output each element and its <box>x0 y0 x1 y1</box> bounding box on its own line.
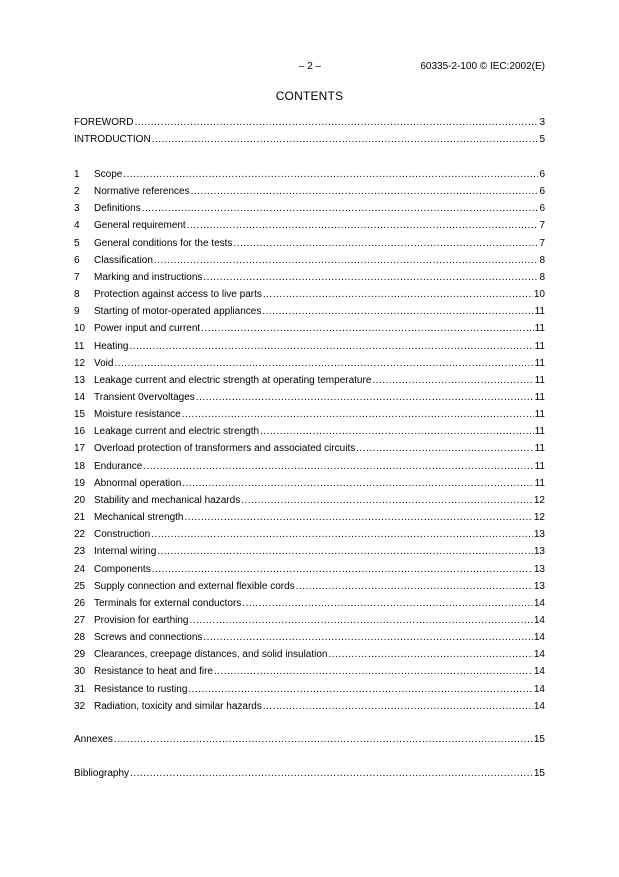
leader-dots <box>114 734 533 745</box>
toc-entry-clause-7[interactable] <box>74 272 545 286</box>
toc-entry-label: Terminals for external conductors <box>94 597 242 609</box>
toc-entry-number: 1 <box>74 169 80 180</box>
toc-entry-label: Leakage current and electric strength <box>94 426 260 438</box>
leader-dots <box>151 529 533 540</box>
contents-title: CONTENTS <box>275 89 344 103</box>
toc-entry-page: 13 <box>533 563 545 575</box>
toc-entry-clause-15[interactable] <box>74 409 545 423</box>
leader-dots <box>203 272 538 283</box>
toc-entry-number: 19 <box>74 477 86 489</box>
toc-entry-label: Normative references <box>94 186 190 198</box>
toc-entry-clause-29[interactable] <box>74 649 545 663</box>
toc-entry-page: 11 <box>534 306 545 318</box>
leader-dots <box>185 512 533 523</box>
page-number-marker: – 2 – <box>298 61 322 72</box>
leader-dots <box>190 615 533 626</box>
toc-entry-number: 9 <box>74 306 80 318</box>
leader-dots <box>242 598 533 609</box>
toc-entry-page: 14 <box>533 597 545 609</box>
toc-entry-label: Scope <box>94 169 123 180</box>
toc-entry-number: 10 <box>74 323 86 335</box>
toc-entry-page: 7 <box>539 220 545 232</box>
toc-entry-label: Internal wiring <box>94 546 157 558</box>
leader-dots <box>296 581 533 592</box>
toc-entry-clause-30[interactable] <box>74 666 545 680</box>
toc-entry-page: 8 <box>539 254 545 266</box>
toc-entry-clause-21[interactable] <box>74 512 545 526</box>
leader-dots <box>114 358 533 369</box>
toc-entry-number: 11 <box>74 340 85 352</box>
toc-entry-clause-14[interactable] <box>74 392 545 406</box>
toc-entry-label: Screws and connections <box>94 632 203 643</box>
toc-entry-page: 14 <box>533 614 545 626</box>
toc-entry-number: 20 <box>74 494 86 506</box>
leader-dots <box>263 289 533 300</box>
toc-entry-label: Stability and mechanical hazards <box>94 494 241 506</box>
toc-entry-clause-8[interactable] <box>74 289 545 303</box>
toc-entry-page: 11 <box>534 323 545 335</box>
toc-entry-page: 13 <box>533 529 545 541</box>
toc-entry-label: Bibliography <box>74 768 130 779</box>
toc-entry-number: 6 <box>74 254 80 266</box>
leader-dots <box>152 564 533 575</box>
toc-entry-clause-31[interactable] <box>74 684 545 698</box>
leader-dots <box>129 341 533 352</box>
leader-dots <box>152 134 539 145</box>
toc-entry-clause-13[interactable] <box>74 375 545 389</box>
leader-dots <box>233 238 538 249</box>
toc-entry-page: 13 <box>533 580 545 592</box>
toc-entry-page: 6 <box>539 169 545 180</box>
toc-entry-page: 11 <box>534 426 545 438</box>
document-reference: 60335-2-100 © IEC:2002(E) <box>420 61 545 72</box>
leader-dots <box>214 666 533 677</box>
toc-entry-number: 18 <box>74 460 86 472</box>
toc-entry-clause-25[interactable] <box>74 581 545 595</box>
toc-entry-page: 7 <box>539 237 545 249</box>
toc-entry-clause-24[interactable] <box>74 564 545 578</box>
toc-entry-foreword[interactable] <box>74 117 545 131</box>
toc-entry-number: 23 <box>74 546 86 558</box>
toc-entry-clause-4[interactable] <box>74 220 545 234</box>
leader-dots <box>328 649 532 660</box>
toc-entry-page: 13 <box>533 546 545 558</box>
toc-entry-label: Transient 0vervoltages <box>94 391 195 403</box>
leader-dots <box>154 255 539 266</box>
toc-entry-clause-23[interactable] <box>74 546 545 560</box>
toc-entry-page: 11 <box>534 391 545 403</box>
leader-dots <box>142 203 539 214</box>
toc-entry-number: 31 <box>74 683 86 695</box>
toc-entry-page: 6 <box>539 203 545 215</box>
toc-entry-label: Void <box>94 357 114 369</box>
toc-entry-number: 32 <box>74 700 86 712</box>
leader-dots <box>188 684 532 695</box>
leader-dots <box>372 375 533 386</box>
toc-entry-page: 14 <box>533 700 545 712</box>
toc-entry-page: 14 <box>533 683 545 695</box>
toc-entry-clause-32[interactable] <box>74 701 545 715</box>
toc-entry-page: 11 <box>534 357 545 369</box>
leader-dots <box>263 701 533 712</box>
leader-dots <box>201 323 533 334</box>
toc-entry-clause-16[interactable] <box>74 426 545 440</box>
toc-entry-page: 14 <box>533 632 545 643</box>
toc-entry-label: Classification <box>94 254 153 266</box>
toc-entry-number: 14 <box>74 391 86 403</box>
toc-entry-page: 14 <box>533 649 545 661</box>
toc-entry-label: Starting of motor-operated appliances <box>94 306 262 318</box>
toc-entry-number: 17 <box>74 443 86 455</box>
toc-entry-clause-18[interactable] <box>74 461 545 475</box>
leader-dots <box>241 495 533 506</box>
toc-entry-introduction[interactable] <box>74 134 545 148</box>
toc-entry-clause-2[interactable] <box>74 186 545 200</box>
toc-entry-clause-6[interactable] <box>74 255 545 269</box>
leader-dots <box>203 632 532 643</box>
toc-entry-number: 5 <box>74 237 80 249</box>
toc-entry-label: Abnormal operation <box>94 477 182 489</box>
toc-entry-clause-19[interactable] <box>74 478 545 492</box>
toc-entry-clause-5[interactable] <box>74 238 545 252</box>
toc-entry-label: Overload protection of transformers and associated circuits <box>94 443 356 455</box>
toc-entry-number: 24 <box>74 563 86 575</box>
toc-entry-number: 7 <box>74 271 80 283</box>
toc-entry-number: 13 <box>74 374 86 386</box>
toc-entry-label: Protection against access to live parts <box>94 289 262 300</box>
leader-dots <box>182 478 533 489</box>
leader-dots <box>187 220 539 231</box>
toc-entry-page: 14 <box>533 666 545 678</box>
toc-entry-clause-17[interactable] <box>74 443 545 457</box>
leader-dots <box>123 169 538 180</box>
leader-dots <box>196 392 534 403</box>
toc-entry-page: 5 <box>539 134 545 145</box>
toc-entry-label: Mechanical strength <box>94 512 184 523</box>
toc-entry-label: Moisture resistance <box>94 409 181 421</box>
toc-entry-label: FOREWORD <box>74 117 134 128</box>
toc-entry-label: Clearances, creepage distances, and solid insulation <box>94 649 328 661</box>
toc-entry-number: 12 <box>74 357 86 369</box>
leader-dots <box>134 117 538 128</box>
toc-entry-page: 12 <box>533 494 545 506</box>
toc-entry-clause-1[interactable] <box>74 169 545 183</box>
toc-entry-label: INTRODUCTION <box>74 134 151 145</box>
toc-entry-label: General requirement <box>94 220 186 232</box>
toc-entry-number: 2 <box>74 186 80 198</box>
toc-entry-number: 22 <box>74 529 86 541</box>
toc-entry-page: 11 <box>534 443 545 455</box>
toc-entry-label: Radiation, toxicity and similar hazards <box>94 700 262 712</box>
toc-entry-page: 15 <box>533 734 545 745</box>
toc-entry-clause-28[interactable] <box>74 632 545 646</box>
toc-entry-label: Endurance <box>94 460 143 472</box>
toc-entry-page: 6 <box>539 186 545 198</box>
toc-entry-clause-22[interactable] <box>74 529 545 543</box>
leader-dots <box>262 306 533 317</box>
toc-entry-page: 12 <box>533 512 545 523</box>
toc-entry-clause-27[interactable] <box>74 615 545 629</box>
toc-entry-page: 11 <box>534 409 545 421</box>
leader-dots <box>130 768 533 779</box>
toc-entry-number: 8 <box>74 289 80 300</box>
leader-dots <box>260 426 534 437</box>
toc-entry-label: Resistance to rusting <box>94 683 188 695</box>
toc-entry-label: General conditions for the tests <box>94 237 233 249</box>
leader-dots <box>191 186 539 197</box>
toc-entry-page: 3 <box>539 117 545 128</box>
toc-entry-clause-12[interactable] <box>74 358 545 372</box>
toc-entry-page: 10 <box>533 289 545 300</box>
toc-entry-label: Annexes <box>74 734 113 745</box>
toc-entry-clause-9[interactable] <box>74 306 545 320</box>
leader-dots <box>182 409 534 420</box>
toc-entry-number: 30 <box>74 666 86 678</box>
toc-entry-number: 27 <box>74 614 86 626</box>
toc-entry-label: Components <box>94 563 151 575</box>
toc-entry-number: 15 <box>74 409 86 421</box>
toc-entry-number: 25 <box>74 580 86 592</box>
toc-entry-clause-3[interactable] <box>74 203 545 217</box>
toc-entry-label: Definitions <box>94 203 141 215</box>
leader-dots <box>356 443 533 454</box>
toc-entry-label: Construction <box>94 529 151 541</box>
toc-entry-clause-11[interactable] <box>74 341 545 355</box>
toc-entry-label: Power input and current <box>94 323 201 335</box>
toc-entry-label: Supply connection and external flexible cords <box>94 580 295 592</box>
toc-entry-number: 3 <box>74 203 80 215</box>
toc-entry-number: 4 <box>74 220 80 232</box>
toc-entry-bibliography[interactable] <box>74 768 545 782</box>
toc-entry-clause-26[interactable] <box>74 598 545 612</box>
toc-entry-label: Provision for earthing <box>94 614 189 626</box>
toc-entry-page: 8 <box>539 271 545 283</box>
toc-entry-page: 11 <box>534 374 545 386</box>
toc-entry-page: 15 <box>533 768 545 779</box>
toc-entry-label: Resistance to heat and fire <box>94 666 213 678</box>
toc-entry-clause-20[interactable] <box>74 495 545 509</box>
toc-entry-label: Marking and instructions <box>94 271 203 283</box>
toc-entry-page: 11 <box>534 340 545 352</box>
toc-entry-label: Heating <box>94 340 129 352</box>
toc-entry-page: 11 <box>534 460 545 472</box>
leader-dots <box>157 546 533 557</box>
toc-entry-number: 29 <box>74 649 86 661</box>
toc-entry-number: 26 <box>74 597 86 609</box>
toc-entry-label: Leakage current and electric strength at operating temperature <box>94 374 372 386</box>
toc-entry-clause-10[interactable] <box>74 323 545 337</box>
toc-entry-number: 16 <box>74 426 86 438</box>
toc-entry-number: 28 <box>74 632 86 643</box>
toc-entry-annexes[interactable] <box>74 734 545 748</box>
toc-entry-page: 11 <box>534 477 545 489</box>
toc-entry-number: 21 <box>74 512 86 523</box>
leader-dots <box>143 461 533 472</box>
